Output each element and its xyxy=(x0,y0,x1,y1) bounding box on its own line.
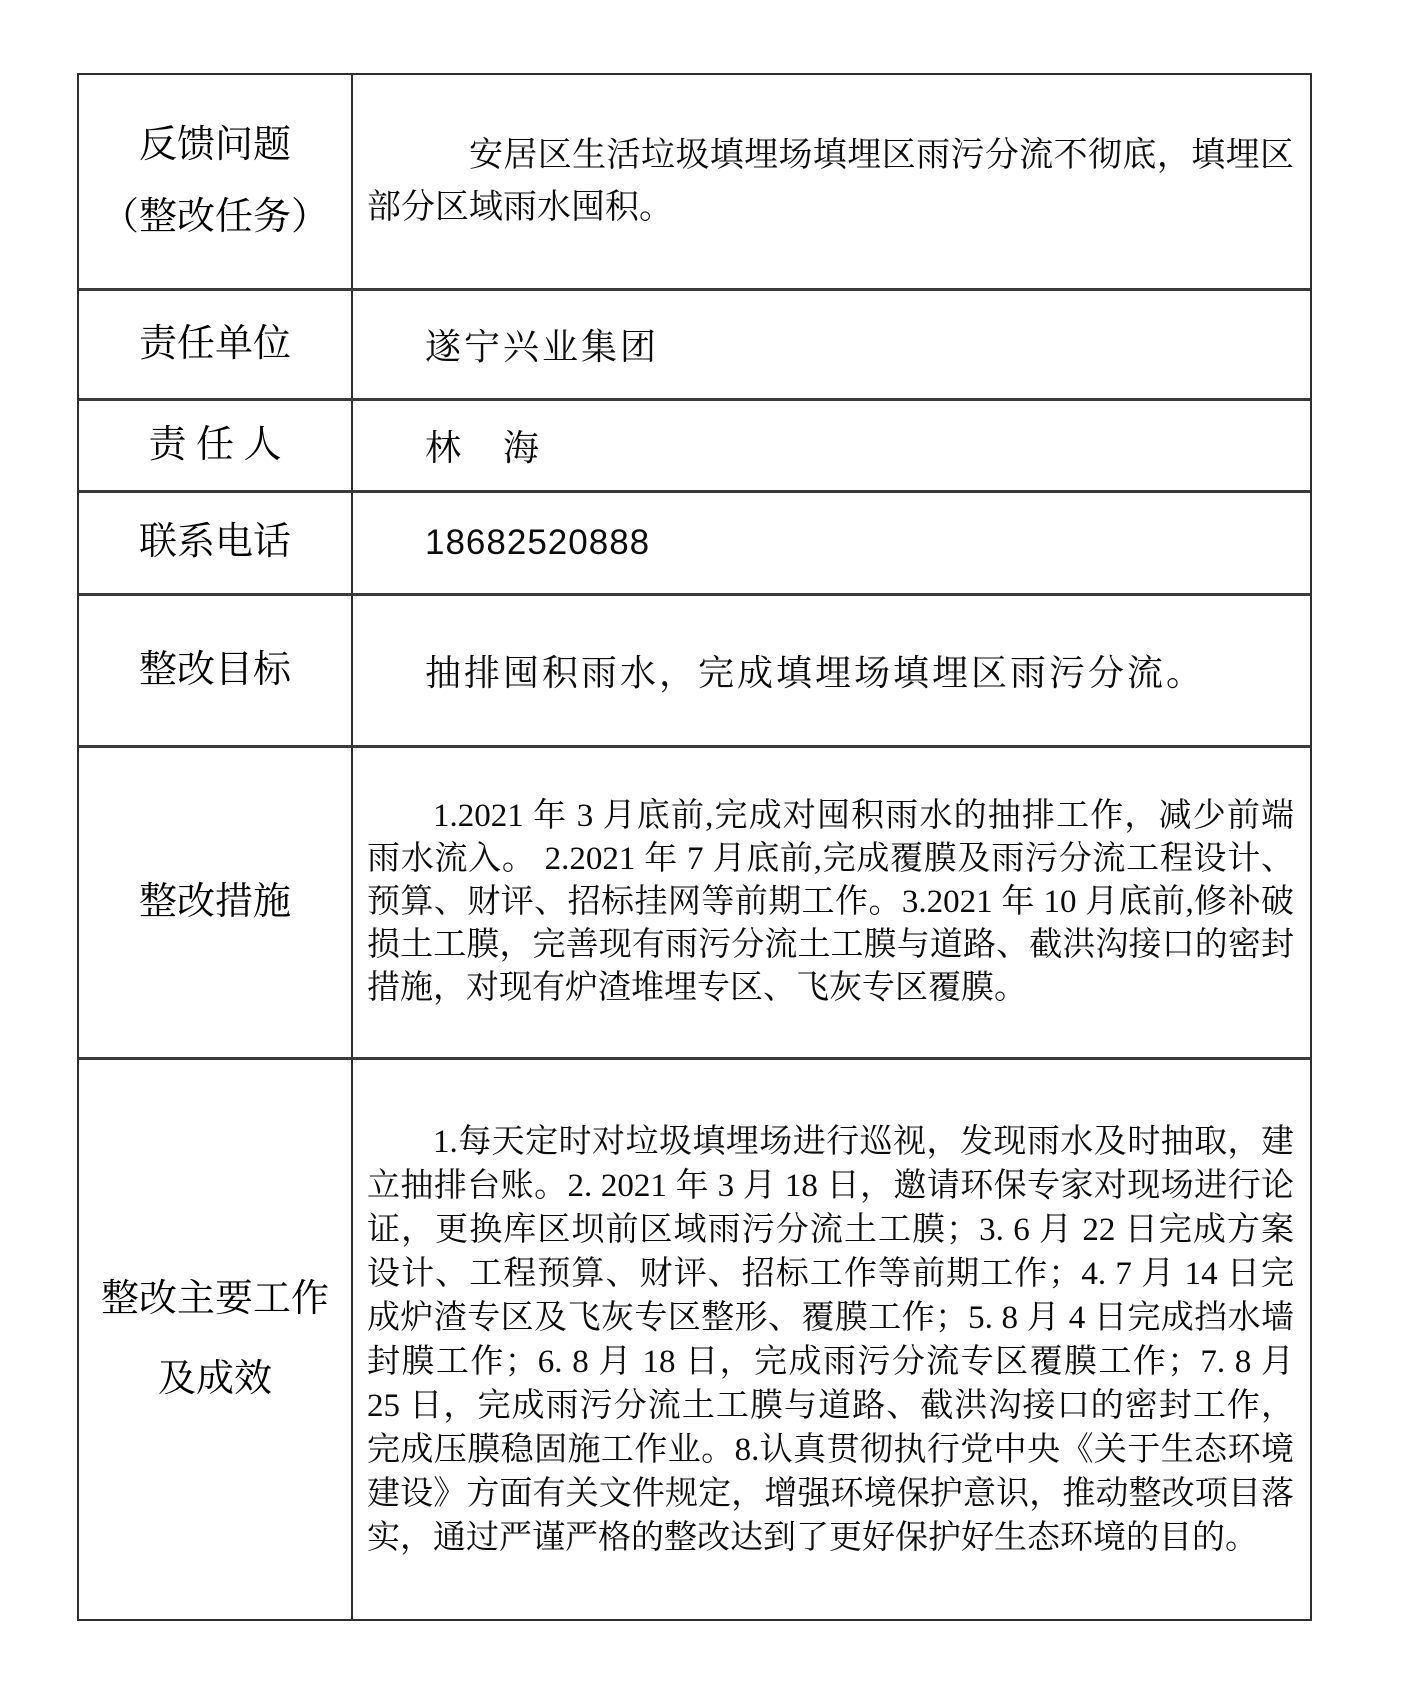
row-content-cell xyxy=(353,493,1310,593)
row-label-line: 整改目标 xyxy=(138,648,291,691)
phone-number: 18682520888 xyxy=(425,523,651,562)
row-content-text: 安居区生活垃圾填埋场填埋区雨污分流不彻底，填埋区部分区域雨水囤积。 xyxy=(367,136,1294,226)
row-content-cell xyxy=(353,291,1310,398)
row-content-cell xyxy=(353,596,1310,745)
row-label-line: （整改任务） xyxy=(100,195,329,238)
row-label-line: 及成效 xyxy=(157,1357,272,1400)
row-label-line: 联系电话 xyxy=(138,521,291,564)
row-label-line: 整改主要工作 xyxy=(100,1277,329,1320)
row-label-line: 责 任 人 xyxy=(148,423,282,466)
table-row-main-work-results xyxy=(79,1057,1310,1619)
row-content-cell xyxy=(353,748,1310,1057)
row-content-text: 抽排囤积雨水，完成填埋场填埋区雨污分流。 xyxy=(425,653,1206,693)
row-label-cell xyxy=(79,1060,353,1619)
row-content-text: 林 海 xyxy=(425,428,543,468)
table-row-contact-phone xyxy=(79,490,1310,593)
row-label-line: 反馈问题 xyxy=(138,123,291,166)
row-label-line: 责任单位 xyxy=(138,322,291,365)
table-row-feedback-problem xyxy=(79,75,1310,288)
table-row-responsible-unit xyxy=(79,288,1310,398)
table-row-responsible-person xyxy=(79,398,1310,490)
table-row-rectification-measures xyxy=(79,745,1310,1057)
row-content-text: 1.2021 年 3 月底前,完成对囤积雨水的抽排工作，减少前端雨水流入。 2.2021 年 7 月底前,完成覆膜及雨污分流工程设计、预算、财评、招标挂网等前期工作。3.2021 年 10 月底前,修补破损土工膜，完善现有雨污分流土工膜与道路、截洪沟接口的密封措施，对现有炉渣堆埋专区、飞灰专区覆膜。 xyxy=(367,798,1294,1006)
rectification-table xyxy=(77,73,1312,1621)
row-label-cell xyxy=(79,75,353,288)
row-label-cell xyxy=(79,291,353,398)
row-content-text: 1.每天定时对垃圾填埋场进行巡视，发现雨水及时抽取，建立抽排台账。2. 2021 年 3 月 18 日，邀请环保专家对现场进行论证，更换库区坝前区域雨污分流土工膜；3. 6 月 22 日完成方案设计、工程预算、财评、招标工作等前期工作；4. 7 月 14 日完成炉渣专区及飞灰专区整形、覆膜工作；5. 8 月 4 日完成挡水墙封膜工作；6. 8 月 18 日，完成雨污分流专区覆膜工作；7. 8 月 25 日，完成雨污分流土工膜与道路、截洪沟接口的密封工作，完成压膜稳固施工作业。8.认真贯彻执行党中央《关于生态环境建设》方面有关文件规定，增强环境保护意识，推动整改项目落实，通过严谨严格的整改达到了更好保护好生态环境的目的。 xyxy=(367,1123,1294,1556)
row-label-cell xyxy=(79,401,353,490)
row-content-cell xyxy=(353,75,1310,288)
row-label-cell xyxy=(79,596,353,745)
table-row-rectification-goal xyxy=(79,593,1310,745)
row-label-cell xyxy=(79,493,353,593)
row-label-line: 整改措施 xyxy=(138,880,291,923)
row-content-text: 遂宁兴业集团 xyxy=(425,327,660,367)
row-content-cell xyxy=(353,401,1310,490)
row-content-cell xyxy=(353,1060,1310,1619)
row-label-cell xyxy=(79,748,353,1057)
